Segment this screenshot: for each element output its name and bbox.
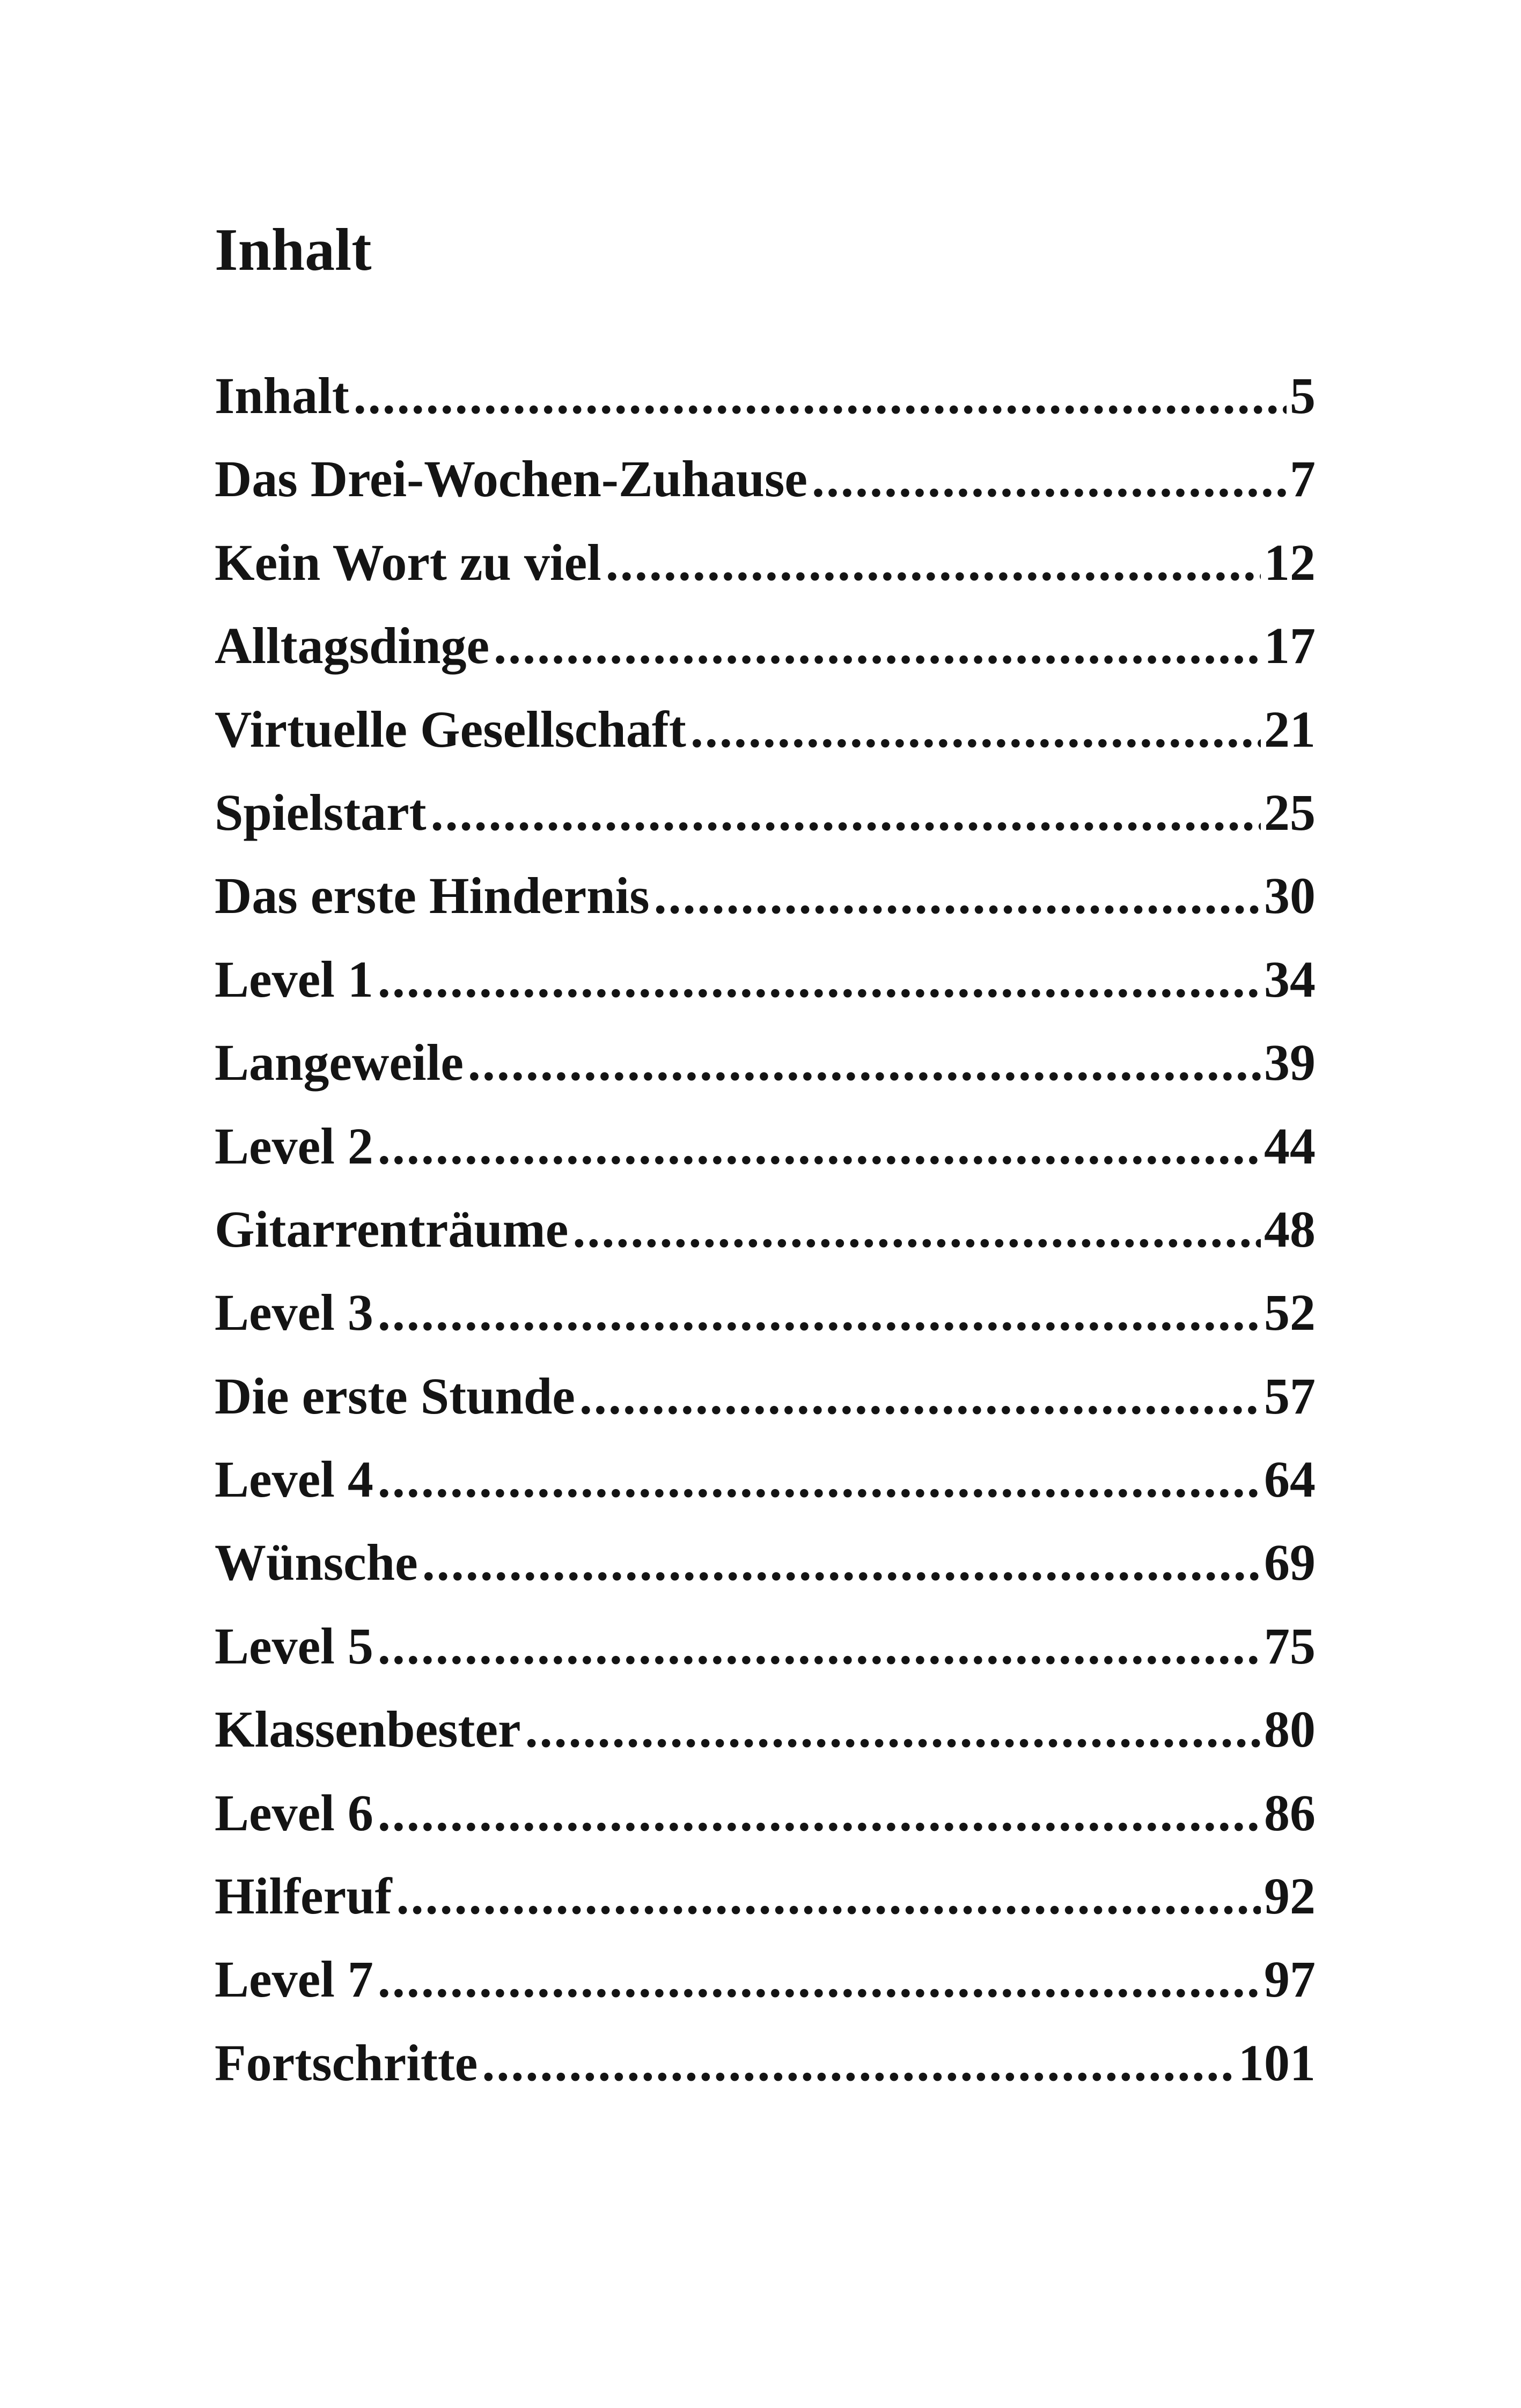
toc-entry-title: Das erste Hindernis bbox=[215, 870, 650, 925]
toc-entry-page-number: 30 bbox=[1264, 870, 1316, 925]
toc-entry-page-number: 17 bbox=[1264, 620, 1316, 675]
toc-entry bbox=[215, 370, 1316, 453]
toc-entry-title: Level 3 bbox=[215, 1287, 373, 1342]
toc-entry-page-number: 101 bbox=[1238, 2037, 1316, 2092]
toc-entry-leader bbox=[579, 1371, 1261, 1422]
toc-entry-title: Inhalt bbox=[215, 370, 349, 424]
toc-entry-title: Gitarrenträume bbox=[215, 1203, 569, 1258]
toc-entry-leader bbox=[354, 370, 1287, 422]
toc-entry-leader bbox=[378, 1454, 1261, 1505]
toc-entry-title: Level 7 bbox=[215, 1954, 373, 2008]
toc-entry bbox=[215, 620, 1316, 703]
toc-entry-leader bbox=[572, 1204, 1261, 1255]
toc-entry-leader bbox=[482, 2037, 1235, 2089]
toc-entry bbox=[215, 453, 1316, 536]
toc-entry-page-number: 44 bbox=[1264, 1120, 1316, 1175]
toc-entry-title: Fortschritte bbox=[215, 2037, 478, 2092]
toc-entry-leader bbox=[606, 537, 1261, 588]
toc-entry-title: Level 6 bbox=[215, 1787, 373, 1842]
toc-entry bbox=[215, 1287, 1316, 1370]
toc-entry-leader bbox=[431, 787, 1261, 838]
toc-entry-page-number: 25 bbox=[1264, 786, 1316, 841]
toc-entry bbox=[215, 1371, 1316, 1454]
toc-entry-page-number: 69 bbox=[1264, 1537, 1316, 1592]
toc-entry-page-number: 52 bbox=[1264, 1287, 1316, 1342]
toc-entry bbox=[215, 1704, 1316, 1787]
toc-entry-page-number: 64 bbox=[1264, 1454, 1316, 1508]
toc-entry-page-number: 80 bbox=[1264, 1704, 1316, 1758]
toc-entry-leader bbox=[396, 1871, 1261, 1922]
toc-entry-leader bbox=[378, 1287, 1261, 1338]
toc-entry-page-number: 92 bbox=[1264, 1871, 1316, 1925]
toc-entry-page-number: 75 bbox=[1264, 1620, 1316, 1675]
toc-entry-title: Wünsche bbox=[215, 1537, 418, 1592]
toc-entry-leader bbox=[378, 954, 1261, 1005]
toc-entry-page-number: 21 bbox=[1264, 703, 1316, 758]
toc-entry-page-number: 7 bbox=[1290, 453, 1316, 508]
toc-entry-page-number: 57 bbox=[1264, 1370, 1316, 1425]
toc-entry-leader bbox=[468, 1037, 1261, 1088]
toc-entry bbox=[215, 1121, 1316, 1204]
toc-entry bbox=[215, 1787, 1316, 1871]
toc-entry-leader bbox=[812, 453, 1287, 505]
toc-entry bbox=[215, 1204, 1316, 1287]
toc-entry-title: Level 2 bbox=[215, 1120, 373, 1175]
toc-entry-leader bbox=[690, 704, 1261, 755]
toc-entry-leader bbox=[494, 620, 1261, 672]
toc-entry bbox=[215, 1871, 1316, 1954]
toc-entry-title: Hilferuf bbox=[215, 1871, 392, 1925]
toc-entry bbox=[215, 1037, 1316, 1120]
toc-entry-leader bbox=[378, 1621, 1261, 1672]
toc-entry-page-number: 34 bbox=[1264, 953, 1316, 1008]
toc-entry-page-number: 97 bbox=[1264, 1954, 1316, 2008]
toc-entry bbox=[215, 537, 1316, 620]
toc-entry-title: Klassenbester bbox=[215, 1704, 521, 1758]
toc-entry bbox=[215, 2037, 1316, 2120]
toc-entry-leader bbox=[378, 1787, 1261, 1839]
toc-entry-page-number: 39 bbox=[1264, 1037, 1316, 1092]
toc-entry-leader bbox=[422, 1537, 1261, 1588]
table-of-contents bbox=[215, 370, 1316, 2120]
toc-entry bbox=[215, 1454, 1316, 1537]
toc-entry-title: Alltagsdinge bbox=[215, 620, 490, 675]
toc-entry-page-number: 5 bbox=[1290, 370, 1316, 424]
toc-entry-title: Kein Wort zu viel bbox=[215, 536, 601, 591]
toc-entry-page-number: 86 bbox=[1264, 1787, 1316, 1842]
toc-entry bbox=[215, 1621, 1316, 1704]
page-title: Inhalt bbox=[215, 217, 372, 283]
toc-entry-title: Spielstart bbox=[215, 786, 427, 841]
toc-entry-leader bbox=[378, 1954, 1261, 2005]
toc-entry-title: Level 5 bbox=[215, 1620, 373, 1675]
toc-entry-title: Das Drei-Wochen-Zuhause bbox=[215, 453, 807, 508]
toc-entry bbox=[215, 954, 1316, 1037]
toc-entry-leader bbox=[654, 870, 1261, 922]
toc-entry-page-number: 48 bbox=[1264, 1203, 1316, 1258]
toc-entry-title: Virtuelle Gesellschaft bbox=[215, 703, 686, 758]
toc-entry-title: Level 1 bbox=[215, 953, 373, 1008]
toc-entry-title: Die erste Stunde bbox=[215, 1370, 575, 1425]
toc-entry bbox=[215, 704, 1316, 787]
toc-entry bbox=[215, 787, 1316, 870]
toc-entry-title: Level 4 bbox=[215, 1454, 373, 1508]
toc-entry-leader bbox=[378, 1121, 1261, 1172]
toc-entry bbox=[215, 1537, 1316, 1620]
toc-entry-page-number: 12 bbox=[1264, 536, 1316, 591]
toc-entry bbox=[215, 870, 1316, 953]
toc-entry bbox=[215, 1954, 1316, 2037]
toc-entry-title: Langeweile bbox=[215, 1037, 464, 1092]
toc-entry-leader bbox=[525, 1704, 1261, 1755]
